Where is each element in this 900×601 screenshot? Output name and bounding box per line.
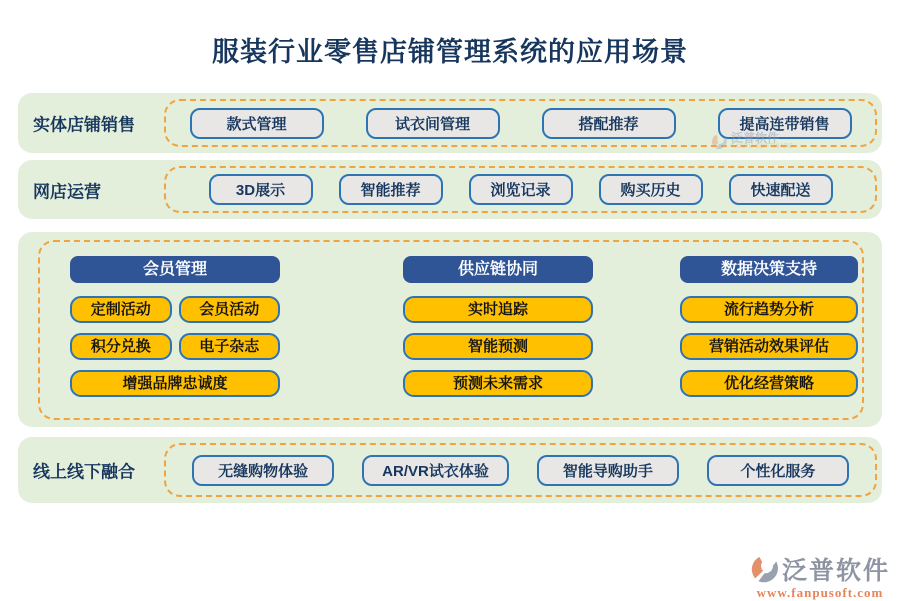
feature-box: 搭配推荐 bbox=[542, 108, 676, 139]
feature-box: 提高连带销售 bbox=[718, 108, 852, 139]
feature-box: 试衣间管理 bbox=[366, 108, 500, 139]
feature-row bbox=[680, 333, 858, 360]
feature-box: AR/VR试衣体验 bbox=[362, 455, 509, 486]
feature-box: 无缝购物体验 bbox=[192, 455, 334, 486]
fanpu-watermark bbox=[711, 132, 793, 151]
feature-box: 智能预测 bbox=[403, 333, 593, 360]
fanpu-logo-icon bbox=[711, 133, 728, 150]
column-supply-chain bbox=[403, 256, 593, 397]
logo-text: 泛普软件 bbox=[781, 557, 890, 585]
feature-box: 积分兑换 bbox=[70, 333, 172, 360]
feature-box: 智能推荐 bbox=[339, 174, 443, 205]
feature-row bbox=[70, 370, 280, 397]
column-header: 供应链协同 bbox=[403, 256, 593, 283]
feature-row bbox=[403, 296, 593, 323]
middle-section bbox=[18, 232, 882, 427]
column-data-decision bbox=[680, 256, 858, 397]
feature-row bbox=[403, 370, 593, 397]
watermark-text: 泛普软件 bbox=[731, 131, 780, 145]
column-header: 会员管理 bbox=[70, 256, 280, 283]
row-label: 网店运营 bbox=[33, 182, 101, 201]
feature-box: 增强品牌忠诚度 bbox=[70, 370, 280, 397]
column-header: 数据决策支持 bbox=[680, 256, 858, 283]
feature-box: 3D展示 bbox=[209, 174, 313, 205]
feature-box: 个性化服务 bbox=[707, 455, 849, 486]
row-label: 实体店铺销售 bbox=[33, 115, 135, 135]
feature-row bbox=[70, 333, 280, 360]
feature-box: 流行趋势分析 bbox=[680, 296, 858, 323]
fanpu-logo bbox=[750, 551, 890, 601]
column-member-management bbox=[70, 256, 280, 397]
feature-row bbox=[403, 333, 593, 360]
page-title: 服装行业零售店铺管理系统的应用场景 bbox=[212, 37, 688, 67]
feature-box: 快速配送 bbox=[729, 174, 833, 205]
feature-box: 优化经营策略 bbox=[680, 370, 858, 397]
feature-box: 浏览记录 bbox=[469, 174, 573, 205]
feature-box: 款式管理 bbox=[190, 108, 324, 139]
feature-group bbox=[164, 443, 877, 497]
scenario-row-online-store bbox=[18, 160, 882, 219]
feature-box: 会员活动 bbox=[179, 296, 281, 323]
row-label: 线上线下融合 bbox=[33, 462, 135, 482]
feature-box: 营销活动效果评估 bbox=[680, 333, 858, 360]
scenario-row-omni-channel bbox=[18, 437, 882, 503]
feature-box: 实时追踪 bbox=[403, 296, 593, 323]
feature-box: 定制活动 bbox=[70, 296, 172, 323]
feature-box: 预测未来需求 bbox=[403, 370, 593, 397]
feature-group bbox=[164, 166, 877, 213]
feature-row bbox=[680, 296, 858, 323]
watermark-subtext: FANPU SOFTWARE bbox=[731, 144, 794, 150]
logo-url: www.fanpusoft.com bbox=[756, 585, 884, 600]
feature-box: 智能导购助手 bbox=[537, 455, 679, 486]
feature-row bbox=[680, 370, 858, 397]
feature-row bbox=[70, 296, 280, 323]
fanpu-logo-icon bbox=[750, 554, 780, 584]
feature-box: 购买历史 bbox=[599, 174, 703, 205]
feature-box: 电子杂志 bbox=[179, 333, 281, 360]
